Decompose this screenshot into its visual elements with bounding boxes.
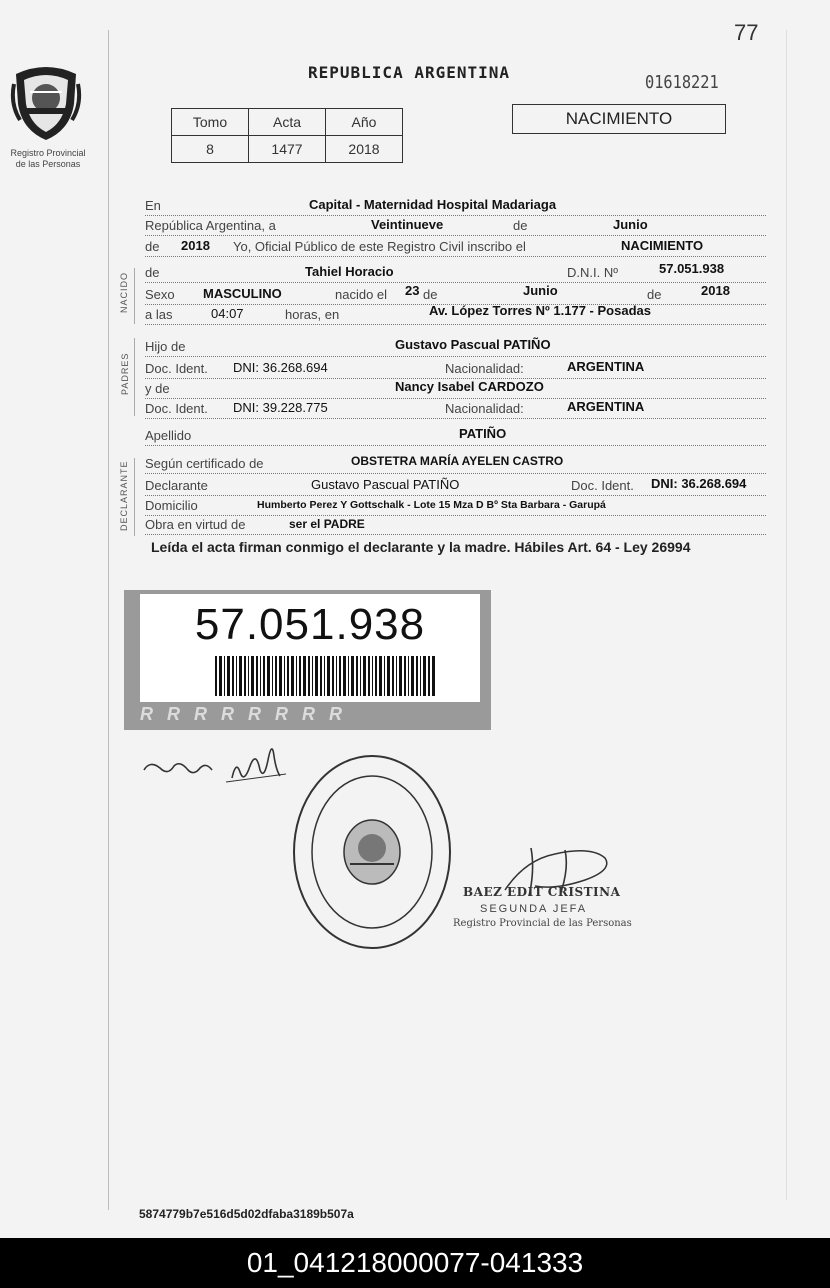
declarant-signature-icon: [140, 730, 300, 800]
value-capacity: ser el PADRE: [289, 517, 365, 531]
row-father: [145, 336, 766, 357]
value-day-text: Veintinueve: [371, 217, 444, 232]
value-address: Humberto Perez Y Gottschalk - Lote 15 Mza D Bº Sta Barbara - Garupá: [257, 499, 606, 511]
record-table: [171, 108, 403, 163]
label-nacionalidad2: Nacionalidad:: [445, 401, 524, 416]
document-hash: 5874779b7e516d5d02dfaba3189b507a: [139, 1207, 354, 1221]
label-doc-ident2: Doc. Ident.: [145, 401, 208, 416]
label-doc-ident3: Doc. Ident.: [571, 478, 634, 493]
side-label-padres: PADRES: [120, 352, 130, 395]
left-margin-line: [108, 30, 109, 1210]
padres-divider: [134, 338, 135, 416]
value-child-dni: 57.051.938: [659, 261, 725, 276]
value-child-name: Tahiel Horacio: [305, 264, 394, 279]
label-de5: de: [647, 287, 662, 302]
page-number: 77: [734, 20, 759, 45]
registry-caption-line2: de las Personas: [15, 159, 81, 169]
row-father-doc: [145, 358, 766, 379]
serial-number: 01618221: [645, 72, 719, 93]
label-y-de: y de: [145, 381, 170, 396]
value-birth-place: Av. López Torres Nº 1.177 - Posadas: [429, 303, 651, 318]
value-certificate-by: OBSTETRA MARÍA AYELEN CASTRO: [351, 454, 564, 468]
value-father-name: Gustavo Pascual PATIÑO: [395, 337, 551, 352]
sticker-dni-number: 57.051.938: [194, 600, 426, 649]
value-declarant-name: Gustavo Pascual PATIÑO: [311, 477, 460, 492]
table-value-anio: 2018: [326, 136, 403, 163]
value-sex: MASCULINO: [203, 286, 282, 301]
label-nacionalidad: Nacionalidad:: [445, 361, 524, 376]
label-de2: de: [145, 239, 160, 254]
row-date-text: [145, 215, 766, 236]
row-declarant: [145, 475, 766, 496]
value-surname: PATIÑO: [459, 426, 507, 441]
value-father-nationality: ARGENTINA: [567, 359, 645, 374]
value-father-doc: DNI: 36.268.694: [233, 360, 328, 375]
value-place: Capital - Maternidad Hospital Madariaga: [309, 197, 557, 212]
value-birth-day: 23: [405, 283, 420, 298]
value-birth-time: 04:07: [211, 306, 244, 321]
value-birth-month: Junio: [523, 283, 558, 298]
value-mother-nationality: ARGENTINA: [567, 399, 645, 414]
label-de: de: [513, 218, 528, 233]
nacido-divider: [134, 268, 135, 324]
row-time-place: [145, 304, 766, 325]
registry-caption: [2, 148, 94, 170]
label-horas-en: horas, en: [285, 307, 340, 322]
label-certificado: Según certificado de: [145, 456, 264, 471]
value-year: 2018: [181, 238, 210, 253]
label-en: En: [145, 198, 161, 213]
right-margin-line: [786, 30, 787, 1200]
row-year: [145, 236, 766, 257]
row-mother: [145, 378, 766, 399]
row-place: [145, 195, 766, 216]
label-a-las: a las: [145, 307, 173, 322]
label-doc-ident: Doc. Ident.: [145, 361, 208, 376]
closing-text: Leída el acta firman conmigo el declarante y la madre. Hábiles Art. 64 - Ley 26994: [151, 539, 691, 555]
table-header-anio: Año: [326, 109, 403, 136]
row-address: [145, 495, 766, 516]
label-declarante: Declarante: [145, 478, 208, 493]
row-certificate: [145, 453, 766, 474]
label-republica: República Argentina, a: [145, 218, 276, 233]
declarante-divider: [134, 458, 135, 536]
label-obra: Obra en virtud de: [145, 517, 246, 532]
label-apellido: Apellido: [145, 428, 192, 443]
side-label-nacido: NACIDO: [119, 271, 129, 313]
label-sexo: Sexo: [145, 287, 175, 302]
value-month: Junio: [613, 217, 648, 232]
scan-id-footer: 01_041218000077-041333: [0, 1238, 830, 1288]
registry-caption-line1: Registro Provincial: [10, 148, 86, 158]
table-header-acta: Acta: [249, 109, 326, 136]
table-value-tomo: 8: [172, 136, 249, 163]
province-crest-icon: [10, 64, 82, 142]
label-de3: de: [145, 265, 160, 280]
label-nacido-el: nacido el: [335, 287, 388, 302]
side-label-declarante: DECLARANTE: [119, 460, 129, 531]
table-value-acta: 1477: [249, 136, 326, 163]
label-yo-text: Yo, Oficial Público de este Registro Civil inscribo el: [233, 239, 526, 254]
sticker-pattern: RRRRRRRR: [140, 704, 356, 724]
row-capacity: [145, 514, 766, 535]
value-birth-year: 2018: [701, 283, 730, 298]
document-title: REPUBLICA ARGENTINA: [308, 63, 511, 82]
official-title: SEGUNDA JEFA: [480, 903, 588, 915]
official-registry: Registro Provincial de las Personas: [453, 918, 632, 929]
row-surname: [145, 425, 766, 446]
barcode-icon: [215, 656, 435, 696]
label-hijo-de: Hijo de: [145, 339, 186, 354]
official-seal-icon: [290, 752, 454, 952]
value-mother-doc: DNI: 39.228.775: [233, 400, 328, 415]
row-sex: [145, 284, 766, 305]
label-dni: D.N.I. Nº: [567, 265, 618, 280]
value-declarant-doc: DNI: 36.268.694: [651, 476, 747, 491]
row-child-name: [145, 262, 766, 283]
record-type-box: NACIMIENTO: [512, 104, 726, 134]
value-mother-name: Nancy Isabel CARDOZO: [395, 379, 544, 394]
value-event: NACIMIENTO: [621, 238, 704, 253]
table-header-tomo: Tomo: [172, 109, 249, 136]
official-name: BAEZ EDIT CRISTINA: [463, 885, 621, 899]
label-de4: de: [423, 287, 438, 302]
row-mother-doc: [145, 398, 766, 419]
label-domicilio: Domicilio: [145, 498, 198, 513]
